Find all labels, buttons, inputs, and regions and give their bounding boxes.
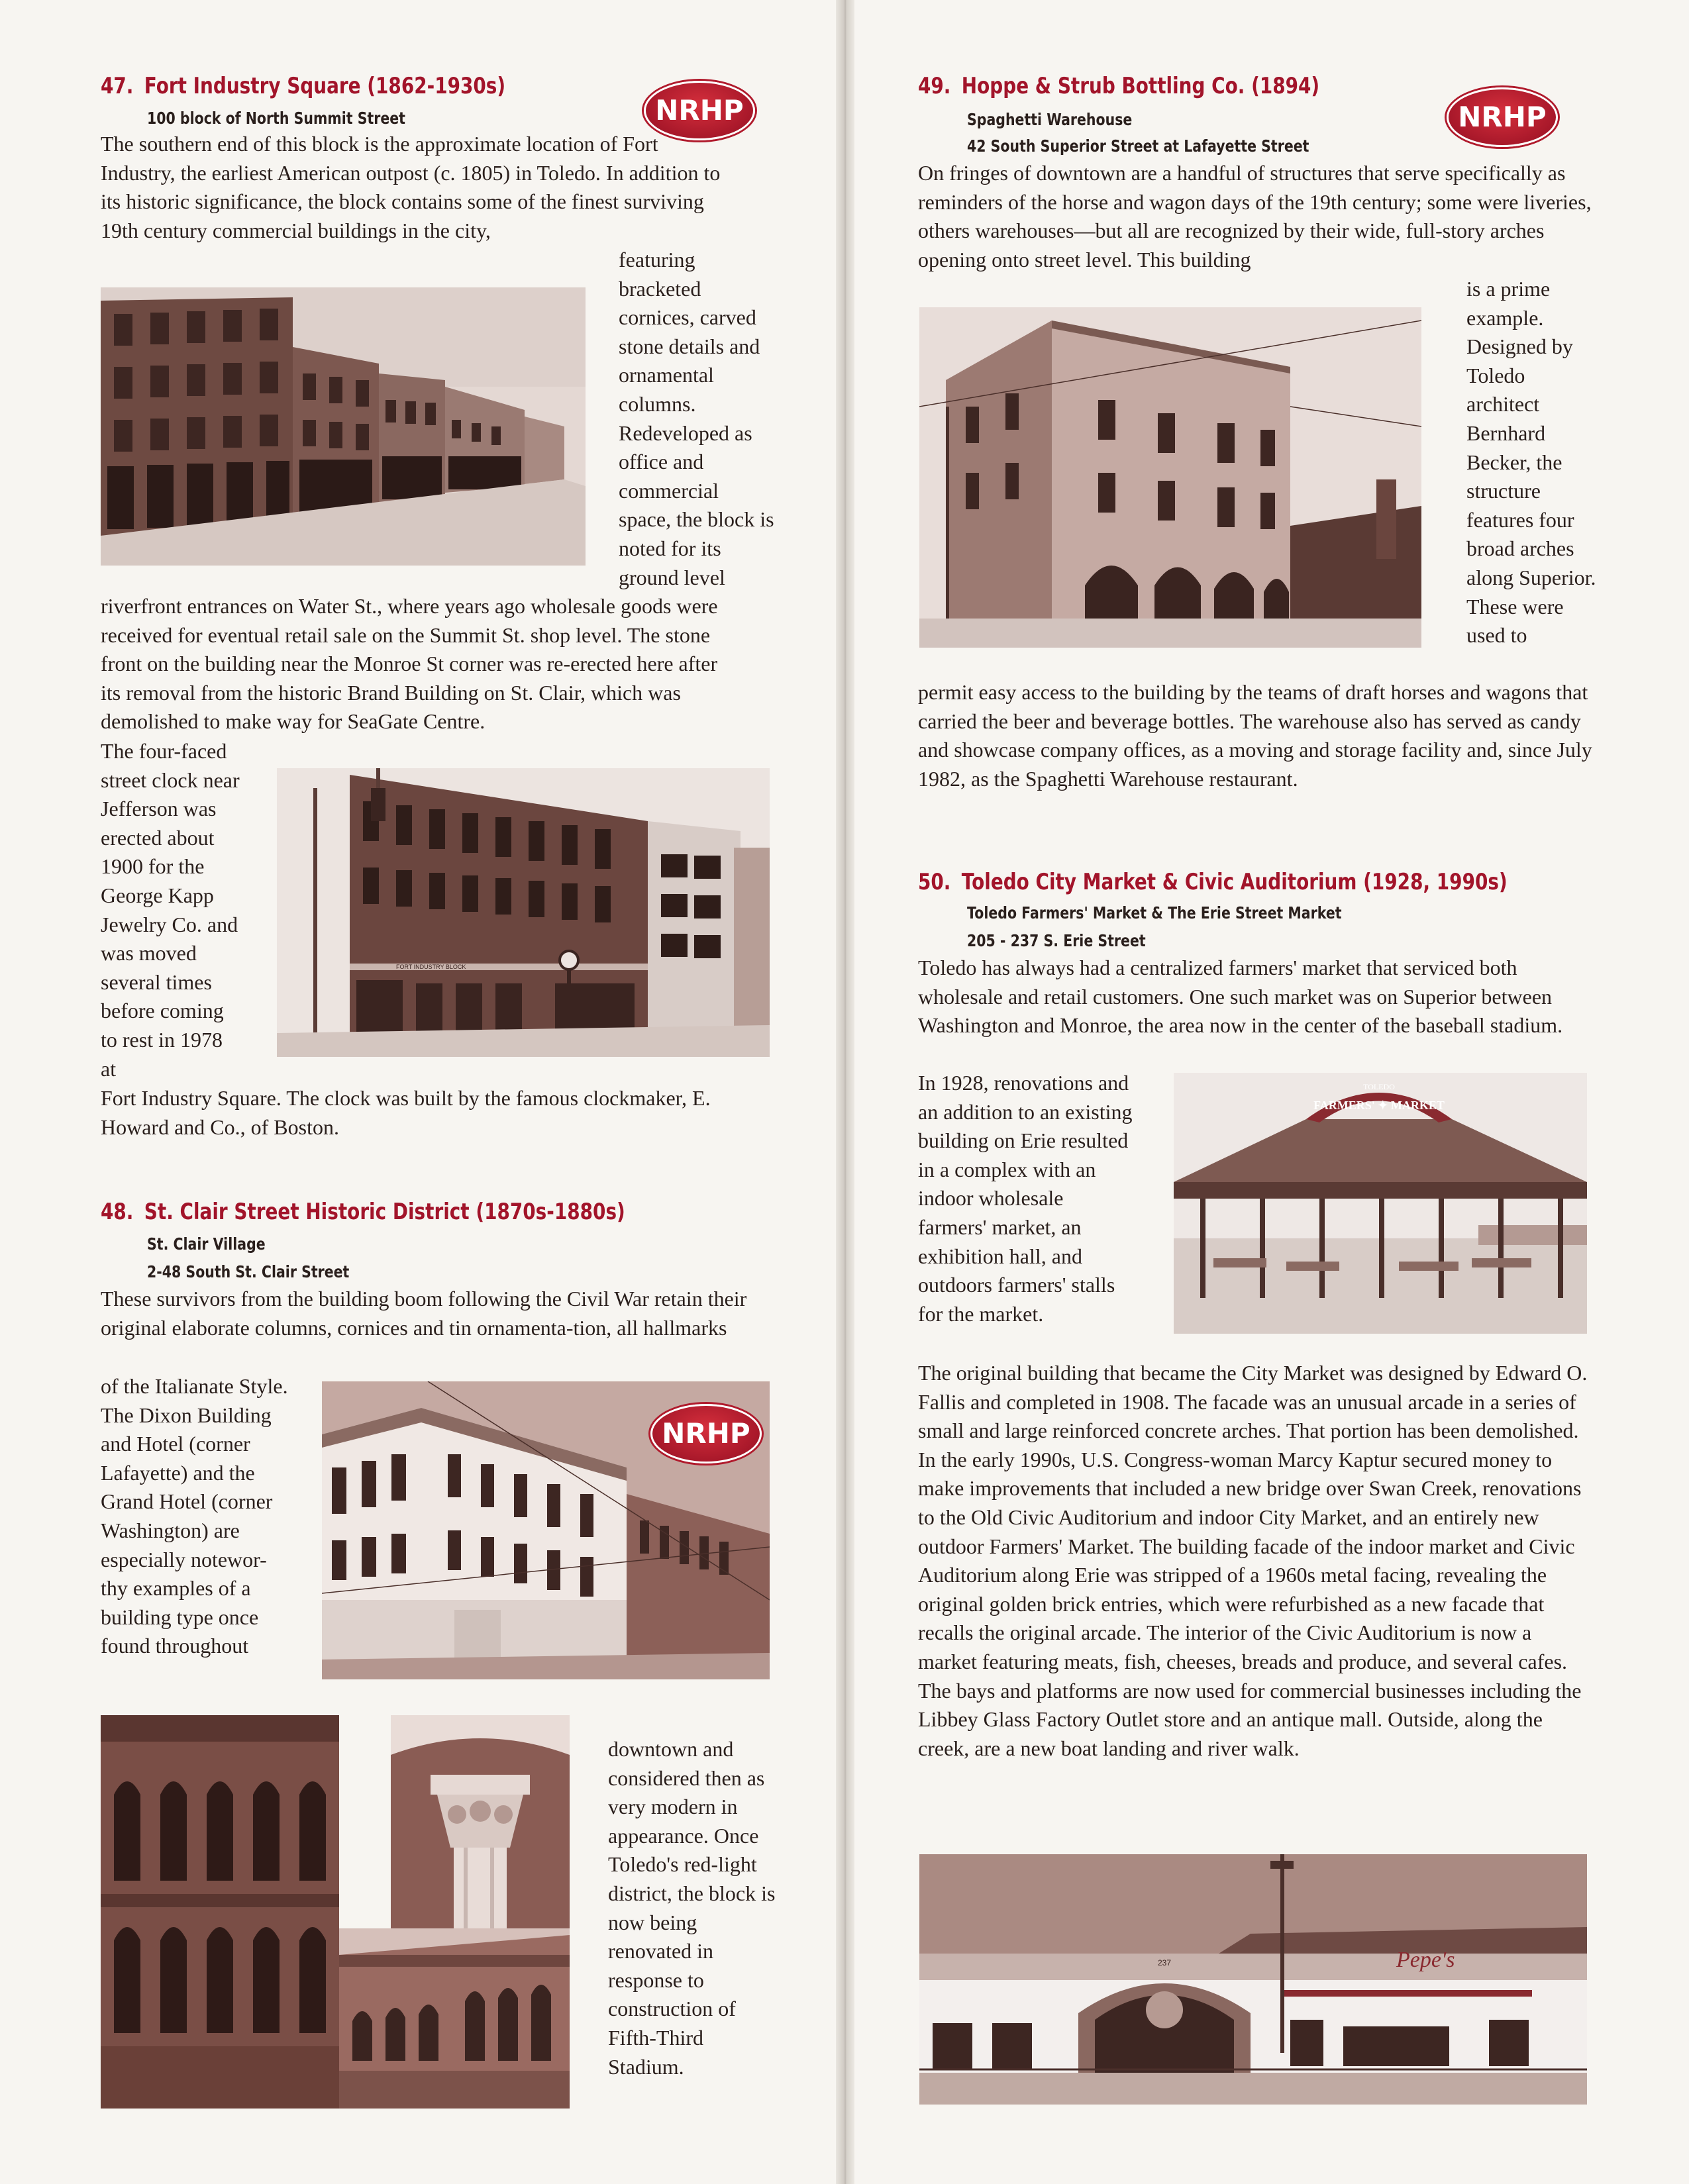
s47-address: 100 block of North Summit Street (147, 109, 405, 128)
s47-paragraph-1: The southern end of this block is the approximate location of Fort Industry, the earliest American outpost (c. 1805) in Toledo. In addition to its historic significance, the block contains some of the finest surviving 19th century commercial buildings in the city, (101, 132, 721, 242)
s47-heading (101, 72, 594, 101)
s50-building-number: 237 (1157, 1958, 1172, 1967)
s48-number: 48. (101, 1199, 134, 1225)
s50-paragraph-2: In 1928, renovations and an addition to an existing building on Erie resulted in a complex with an indoor wholesale farmers' market, an exhibition hall, and outdoors farmers' stalls for the market. (918, 1071, 1133, 1326)
s48-photo-column-capital (391, 1715, 570, 1928)
s50-number: 50. (918, 869, 951, 895)
s48-heading (101, 1197, 741, 1226)
s47-title: Fort Industry Square (1862-1930s) (144, 73, 506, 99)
s49-heading (918, 72, 1408, 101)
s49-paragraph-3: permit easy access to the building by the teams of draft horses and wagons that carried the beer and beverage bottles. The warehouse also has served as candy and showcase company offices, as a moving and storage facility and, since July 1982, as the Spaghetti Warehouse restaurant. (918, 680, 1592, 791)
s47-nrhp-badge: NRHP (644, 81, 755, 140)
s50-heading (918, 868, 1637, 897)
s47-paragraph-4: The four-faced street clock near Jefferson was erected about 1900 for the George Kapp Jewelry Co. and was moved several times before coming to rest in 1978 at (101, 739, 240, 1081)
s50-subtitle: Toledo Farmers' Market & The Erie Street Market (967, 903, 1342, 922)
s47-paragraph-5: Fort Industry Square. The clock was built by the famous clockmaker, E. Howard and Co., of Boston. (101, 1086, 711, 1139)
s48-photo-arched-facade (101, 1715, 339, 2109)
s50-title: Toledo City Market & Civic Auditorium (1928, 1990s) (961, 869, 1508, 895)
s49-subtitle: Spaghetti Warehouse (967, 110, 1133, 129)
s47-paragraph-2: featuring bracketed cornices, carved stone details and ornamental columns. Redeveloped as office and commercial space, the block is noted for its ground level (619, 248, 774, 589)
s48-paragraph-3: downtown and considered then as very modern in appearance. Once Toledo's red-light district, the block is now being renovated in response to construction of Fifth-Third Stadium. (608, 1737, 776, 2079)
s49-paragraph-1: On fringes of downtown are a handful of structures that serve specifically as reminders of the horse and wagon days of the 19th century; some were liveries, others warehouses—but all are recognized by their wide, full-story arches opening onto street level. This building (918, 161, 1592, 272)
s47-number: 47. (101, 73, 134, 99)
s48-subtitle: St. Clair Village (147, 1234, 266, 1254)
s50-address: 205 - 237 S. Erie Street (967, 931, 1146, 950)
s50-photo-farmers-market (1174, 1073, 1587, 1334)
s50-market-sign: FARMERS' ✦ MARKET (1313, 1099, 1445, 1112)
s50-paragraph-1: Toledo has always had a centralized farmers' market that serviced both wholesale and retail customers. One such market was on Superior between Washington and Monroe, the area now in the center of the baseball stadium. (918, 956, 1563, 1038)
s50-storefront-sign: Pepe's (1396, 1948, 1455, 1972)
s47-photo-street-clock (277, 768, 770, 1057)
s49-nrhp-badge: NRHP (1447, 87, 1558, 147)
s50-market-sign-top: TOLEDO (1363, 1082, 1395, 1091)
s48-paragraph-1: These survivors from the building boom following the Civil War retain their original elaborate columns, cornices and tin ornamenta-tion, all hallmarks (101, 1287, 747, 1340)
s47-photo-sign: FORT INDUSTRY BLOCK (396, 964, 466, 970)
s50-photo-erie-street-market (919, 1854, 1587, 2105)
s48-paragraph-2: of the Italianate Style. The Dixon Building and Hotel (corner Lafayette) and the Grand Hotel (corner Washington) are especially notewor-thy examples of a building type once found throughout (101, 1374, 288, 1658)
book-gutter (836, 0, 854, 2184)
s49-address: 42 South Superior Street at Lafayette Street (967, 136, 1309, 156)
s49-photo-spaghetti-warehouse (919, 307, 1421, 648)
s49-paragraph-2: is a prime example. Designed by Toledo architect Bernhard Becker, the structure features four broad arches along Superior. These were used to (1466, 277, 1596, 648)
s48-nrhp-badge: NRHP (650, 1404, 762, 1464)
s48-address: 2-48 South St. Clair Street (147, 1262, 350, 1281)
s49-title: Hoppe & Strub Bottling Co. (1894) (961, 73, 1320, 99)
s48-title: St. Clair Street Historic District (1870s-1880s) (144, 1199, 625, 1225)
s47-photo-fort-industry-square (101, 287, 586, 566)
s49-number: 49. (918, 73, 951, 99)
s50-paragraph-3: The original building that became the City Market was designed by Edward O. Fallis and completed in 1908. The facade was an unusual arcade in a series of small and large reinforced concrete arches. That portion has been demolished. In the early 1990s, U.S. Congress-woman Marcy Kaptur secured money to make improvements that included a new bridge over Swan Creek, renovations to the Old Civic Auditorium and indoor City Market, and an entirely new outdoor Farmers' Market. The building facade of the indoor market and Civic Auditorium along Erie was stripped of a 1960s metal facing, revealing the original golden brick entries, which were refurbished as a new facade that recalls the original arcade. The interior of the Civic Auditorium is now a market featuring meats, fish, cheeses, breads and produce, and several cafes. The bays and platforms are now used for commercial businesses including the Libbey Glass Factory Outlet store and an antique mall. Outside, along the creek, are a new boat landing and river walk. (918, 1361, 1588, 1760)
s47-paragraph-3: riverfront entrances on Water St., where years ago wholesale goods were received for eventual retail sale on the Summit St. shop level. The stone front on the building near the Monroe St corner was re-erected here after its removal from the historic Brand Building on St. Clair, which was demolished to make way for SeaGate Centre. (101, 594, 718, 734)
s48-photo-storefront-row (339, 1928, 570, 2109)
